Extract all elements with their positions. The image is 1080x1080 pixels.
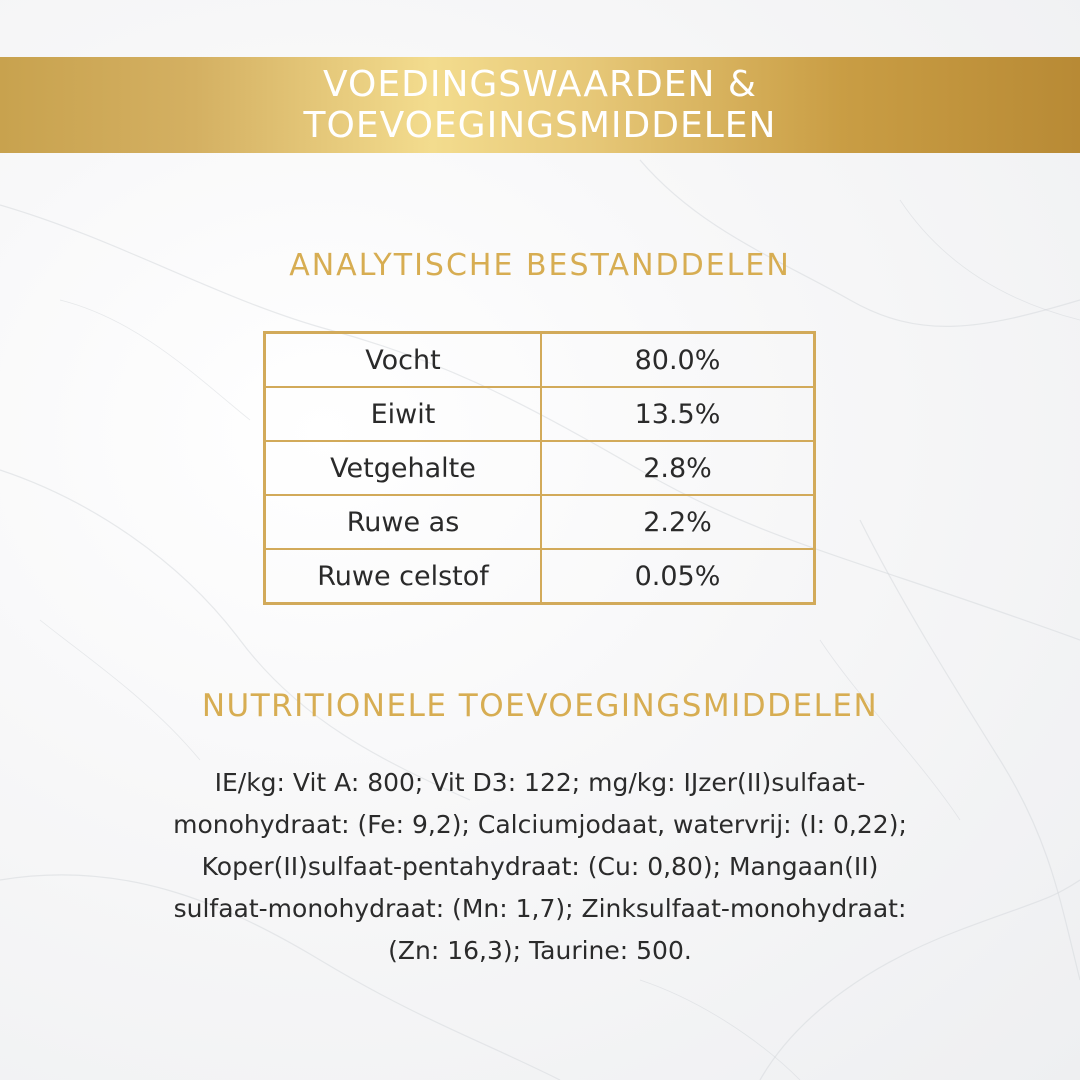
additives-line: Koper(II)sulfaat-pentahydraat: (Cu: 0,80); Mangaan(II): [201, 852, 879, 881]
additives-text: [70, 762, 1010, 972]
table-row: [265, 495, 815, 549]
row-value: 80.0%: [541, 333, 815, 388]
row-value: 0.05%: [541, 549, 815, 604]
table-row: [265, 441, 815, 495]
row-value: 2.2%: [541, 495, 815, 549]
analytic-table: [263, 331, 816, 605]
row-label: Ruwe as: [265, 495, 542, 549]
row-label: Vetgehalte: [265, 441, 542, 495]
table-row: [265, 387, 815, 441]
analytic-section-title: ANALYTISCHE BESTANDDELEN: [289, 248, 791, 283]
header-title-line-2: TOEVOEGINGSMIDDELEN: [303, 105, 777, 146]
table-row: [265, 549, 815, 604]
additives-line: IE/kg: Vit A: 800; Vit D3: 122; mg/kg: IJzer(II)sulfaat-: [214, 768, 866, 797]
row-value: 13.5%: [541, 387, 815, 441]
header-banner: [0, 57, 1080, 153]
additives-line: (Zn: 16,3); Taurine: 500.: [388, 936, 692, 965]
additives-line: monohydraat: (Fe: 9,2); Calciumjodaat, watervrij: (I: 0,22);: [173, 810, 907, 839]
row-label: Eiwit: [265, 387, 542, 441]
row-value: 2.8%: [541, 441, 815, 495]
table-row: [265, 333, 815, 388]
additives-section-title: NUTRITIONELE TOEVOEGINGSMIDDELEN: [201, 688, 879, 724]
header-title-line-1: VOEDINGSWAARDEN &: [323, 64, 757, 105]
additives-line: sulfaat-monohydraat: (Mn: 1,7); Zinksulfaat-monohydraat:: [173, 894, 907, 923]
row-label: Ruwe celstof: [265, 549, 542, 604]
row-label: Vocht: [265, 333, 542, 388]
